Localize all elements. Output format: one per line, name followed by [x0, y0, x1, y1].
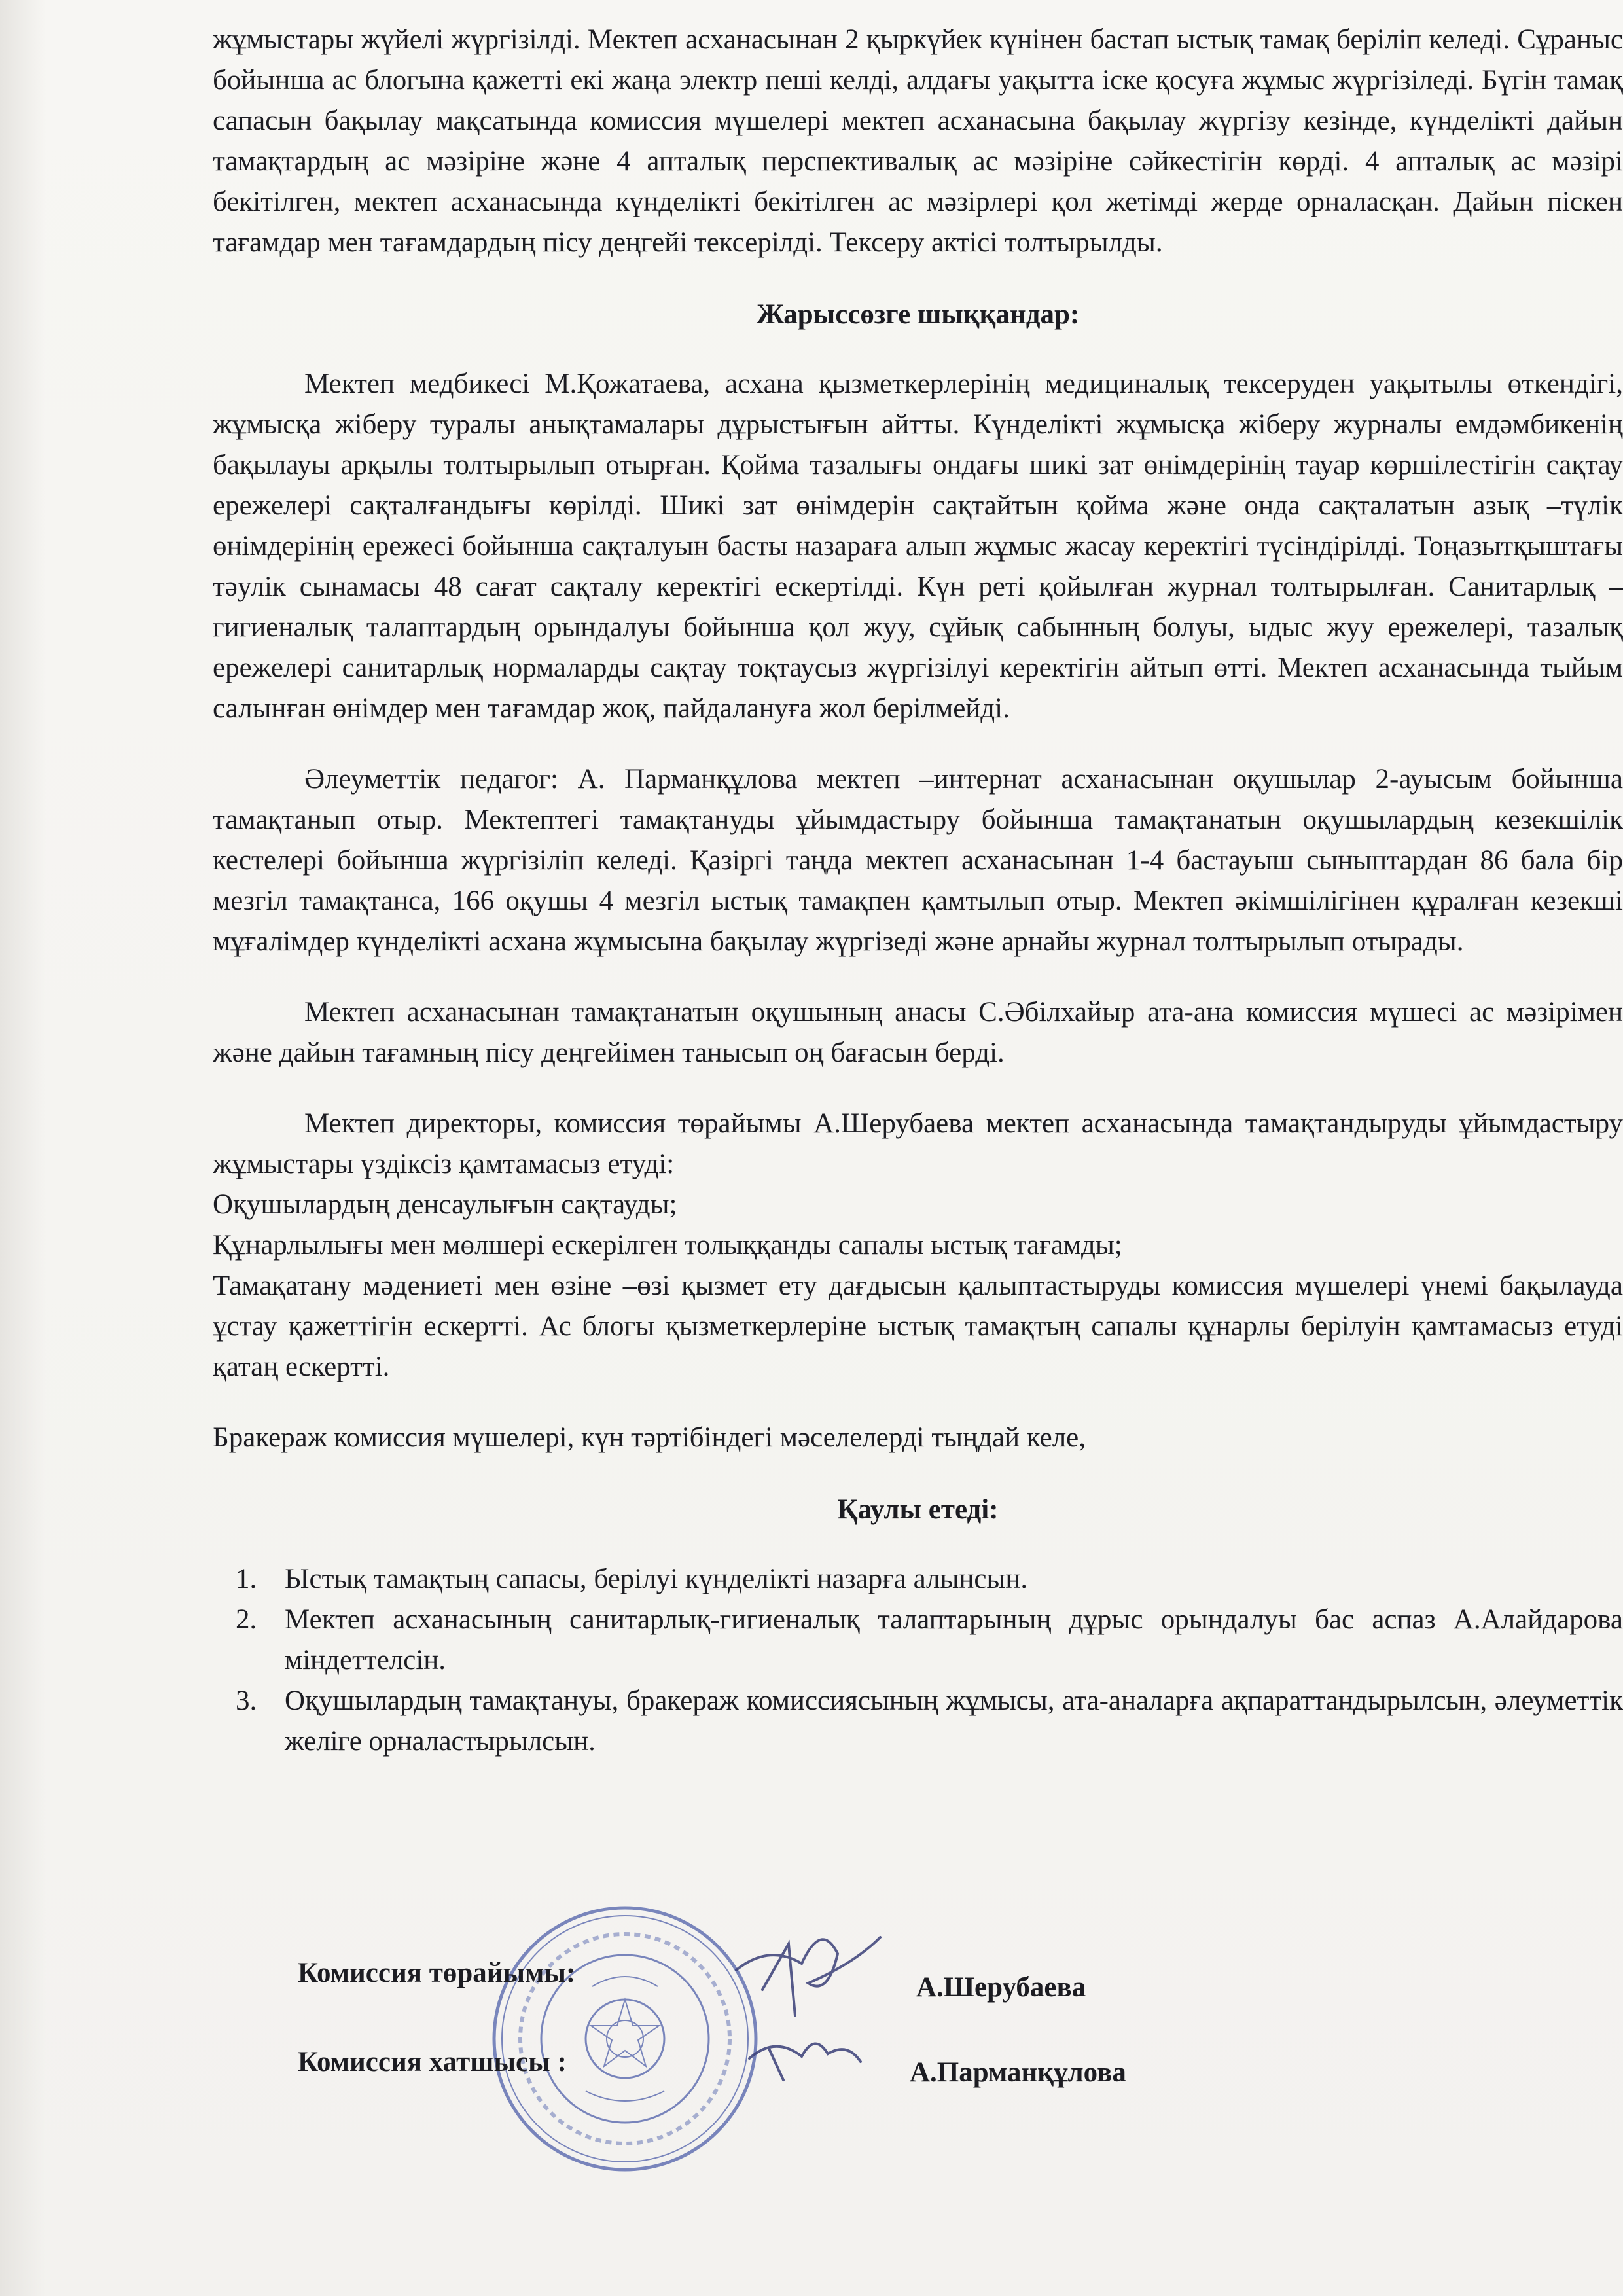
- nurse-paragraph: Мектеп медбикесі М.Қожатаева, асхана қызметкерлерінің медициналық тексеруден уақытылы өткендігі, жұмысқа жіберу туралы анықтамалары дұрыстығын айтты. Күнделікті жұмысқа жіберу журналы емдәмбикенің бақылауы арқылы толтырылып отырған. Қойма тазалығы ондағы шикі зат өнімдерінің тауар көршілестігін сақтау ережелері сақталғандығы көрілді. Шикі зат өнімдерін сақтайтын қойма және онда сақталатын азық –түлік өнімдерінің ережесі бойынша сақталуын басты назараға алып жұмыс жасау керектігі түсіндірілді. Тоңазытқыштағы тәулік сынамасы 48 сағат сақталу керектігі ескертілді. Күн реті қойылған журнал толтырылған. Санитарлық –гигиеналық талаптардың орындалуы бойынша қол жуу, сұйық сабынның болуы, ыдыс жуу ережелері, тазалық ережелері санитарлық нормаларды сақтау тоқтаусыз жүргізілуі керектігін айтып өтті. Мектеп асханасында тыйым салынған өнімдер мен тағамдар жоқ, пайдалануға жол берілмейді.: [213, 368, 1623, 724]
- director-paragraph: Мектеп директоры, комиссия төрайымы А.Шерубаева мектеп асханасында тамақтандыруды ұйымдастыру жұмыстары үздіксіз қамтамасыз етуді:: [213, 1108, 1623, 1179]
- scan-edge-shadow: [0, 0, 46, 2296]
- director-point-health: Оқушылардың денсаулығын сақтауды;: [213, 1189, 677, 1220]
- resolution-text: Мектеп асханасының санитарлық-гигиеналық талаптарының дұрыс орындалуы бас аспаз А.Алайдарова міндеттелсін.: [285, 1604, 1623, 1676]
- resolution-list: [213, 1559, 1623, 1762]
- speakers-heading: Жарыссөзге шыққандар:: [756, 299, 1080, 330]
- resolution-number: 2.: [236, 1604, 257, 1635]
- secretary-name: А.Парманқұлова: [910, 2057, 1126, 2088]
- resolution-number: 1.: [236, 1564, 257, 1594]
- social-pedagogue-paragraph: Әлеуметтік педагог: А. Парманқұлова мектеп –интернат асханасынан оқушылар 2-ауысым бойынша тамақтанып отыр. Мектептегі тамақтануды ұйымдастыру бойынша тамақтанатын оқушылардың кезекшілік кестелері бойынша жүргізіліп келеді. Қазіргі таңда мектеп асханасынан 1-4 бастауыш сыныптардан 86 бала бір мезгіл тамақтанса, 166 оқушы 4 мезгіл ыстық тамақпен қамтылып отыр. Мектеп әкімшілігінен құралған кезекші мұғалімдер күнделікті асхана жұмысына бақылау жүргізеді және арнайы журнал толтырылып отырады.: [213, 764, 1623, 957]
- chair-name: А.Шерубаева: [916, 1972, 1086, 2003]
- resolution-item: [236, 1559, 1623, 1600]
- resolution-heading: Қаулы етеді:: [837, 1494, 999, 1525]
- resolution-item: [236, 1681, 1623, 1762]
- chair-label: Комиссия төрайымы:: [298, 1958, 576, 1988]
- resolution-text: Ыстық тамақтың сапасы, берілуі күнделікті назарға алынсын.: [285, 1564, 1028, 1594]
- intro-paragraph: жұмыстары жүйелі жүргізілді. Мектеп асханасынан 2 қыркүйек күнінен бастап ыстық тамақ беріліп келеді. Сұраныс бойынша ас блогына қажетті екі жаңа электр пеші келді, алдағы уақытта іске қосуға жұмыс жүргізіледі. Бүгін тамақ сапасын бақылау мақсатында комиссия мүшелері мектеп асханасына бақылау жүргізу кезінде, күнделікті дайын тамақтардың ас мәзіріне және 4 апталық перспективалық ас мәзіріне сәйкестігін көрді. 4 апталық ас мәзірі бекітілген, мектеп асханасында күнделікті бекітілген ас мәзірлері қол жетімді жерде орналасқан. Дайын піскен тағамдар мен тағамдардың пісу деңгейі тексерілді. Тексеру актісі толтырылды.: [213, 24, 1623, 258]
- parent-paragraph: Мектеп асханасынан тамақтанатын оқушының анасы С.Әбілхайыр ата-ана комиссия мүшесі ас мәзірімен және дайын тағамның пісу деңгейімен танысып оң бағасын берді.: [213, 997, 1623, 1068]
- official-stamp-icon: [488, 1901, 762, 2176]
- brakerazh-paragraph: Бракераж комиссия мүшелері, күн тәртібіндегі мәселелерді тыңдай келе,: [213, 1422, 1086, 1453]
- director-point-culture: Тамақатану мәдениеті мен өзіне –өзі қызмет ету дағдысын қалыптастыруды комиссия мүшелері үнемі бақылауда ұстау қажеттігін ескертті. Ас блогы қызметкерлеріне ыстық тамақтың сапалы құнарлы берілуін қамтамасыз етуді қатаң ескертті.: [213, 1270, 1623, 1382]
- resolution-text: Оқушылардың тамақтануы, бракераж комиссиясының жұмысы, ата-аналарға ақпараттандырылсын, әлеуметтік желіге орналастырылсын.: [285, 1685, 1623, 1757]
- handwritten-signature-icon: [723, 1918, 887, 2114]
- document-body: [213, 20, 1623, 2271]
- resolution-number: 3.: [236, 1685, 257, 1716]
- resolution-item: [236, 1600, 1623, 1681]
- director-point-hot-meal: Құнарлылығы мен мөлшері ескерілген толыққанды сапалы ыстық тағамды;: [213, 1230, 1122, 1261]
- secretary-label: Комиссия хатшысы :: [298, 2047, 567, 2077]
